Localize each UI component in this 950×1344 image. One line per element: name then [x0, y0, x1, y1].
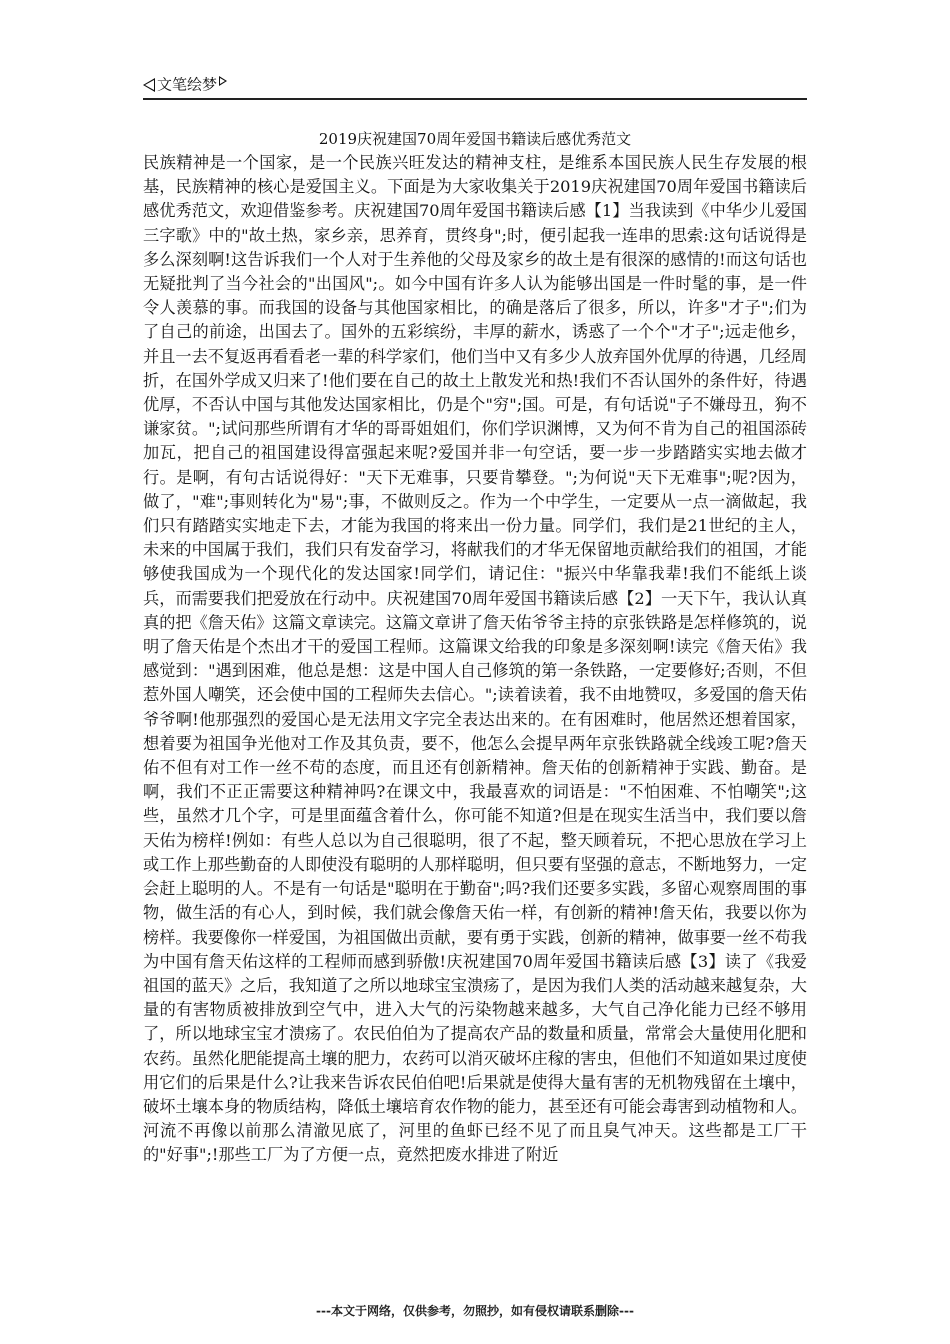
brand-name: 文笔绘梦 — [157, 75, 218, 94]
right-triangle-icon — [219, 76, 227, 86]
brand-logo — [143, 74, 227, 95]
document-title: 2019庆祝建国70周年爱国书籍读后感优秀范文 — [318, 130, 632, 148]
document-body: 民族精神是一个国家，是一个民族兴旺发达的精神支柱，是维系本国民族人民生存发展的根基，民族精神的核心是爱国主义。下面是为大家收集关于2019庆祝建国70周年爱国书籍读后感优秀范文，欢迎借鉴参考。庆祝建国70周年爱国书籍读后感【1】当我读到《中华少儿爱国三字歌》中的"故土热，家乡亲，思养育，贯终身";时，便引起我一连串的思索:这句话说得是多么深刻啊!这告诉我们一个人对于生养他的父母及家乡的故土是有很深的感情的!而这句话也无疑批判了当今社会的"出国风";。如今中国有许多人认为能够出国是一件时髦的事，是一件令人羡慕的事。而我国的设备与其他国家相比，的确是落后了很多，所以，许多"才子";们为了自己的前途，出国去了。国外的五彩缤纷，丰厚的薪水，诱惑了一个个"才子";远走他乡，并且一去不复返再看看老一辈的科学家们，他们当中又有多少人放弃国外优厚的待遇，几经周折，在国外学成又归来了!他们要在自己的故土上散发光和热!我们不否认国外的条件好，待遇优厚，不否认中国与其他发达国家相比，仍是个"穷";国。可是，有句话说"子不嫌母丑，狗不谦家贫。";试问那些所谓有才华的哥哥姐姐们，你们学识渊博，又为何不肯为自己的祖国添砖加瓦，把自己的祖国建设得富强起来呢?爱国并非一句空话，要一步一步踏踏实实地去做才行。是啊，有句古话说得好："天下无难事，只要肯攀登。";为何说"天下无难事";呢?因为，做了，"难";事则转化为"易";事，不做则反之。作为一个中学生，一定要从一点一滴做起，我们只有踏踏实实地走下去，才能为我国的将来出一份力量。同学们，我们是21世纪的主人，未来的中国属于我们，我们只有发奋学习，将献我们的才华无保留地贡献给我们的祖国，才能够使我国成为一个现代化的发达国家!同学们，请记住："振兴中华靠我辈!我们不能纸上谈兵，而需要我们把爱放在行动中。庆祝建国70周年爱国书籍读后感【2】一天下午，我认认真真的把《詹天佑》这篇文章读完。这篇文章讲了詹天佑爷爷主持的京张铁路是怎样修筑的，说明了詹天佑是个杰出才干的爱国工程师。这篇课文给我的印象是多深刻啊!读完《詹天佑》我感觉到："遇到困难，他总是想：这是中国人自己修筑的第一条铁路，一定要修好;否则，不但惹外国人嘲笑，还会使中国的工程师失去信心。";读着读着，我不由地赞叹，多爱国的詹天佑爷爷啊!他那强烈的爱国心是无法用文字完全表达出来的。在有困难时，他居然还想着国家，想着要为祖国争光他对工作及其负责，要不，他怎么会提早两年京张铁路就全线竣工呢?詹天佑不但有对工作一丝不苟的态度，而且还有创新精神。詹天佑的创新精神于实践、勤奋。是啊，我们不正正需要这种精神吗?在课文中，我最喜欢的词语是："不怕困难、不怕嘲笑";这些，虽然才几个字，可是里面蕴含着什么，你可能不知道?但是在现实生活当中，我们要以詹天佑为榜样!例如：有些人总以为自己很聪明，很了不起，整天顾着玩，不把心思放在学习上或工作上那些勤奋的人即使没有聪明的人那样聪明，但只要有坚强的意志，不断地努力，一定会赶上聪明的人。不是有一句话是"聪明在于勤奋";吗?我们还要多实践，多留心观察周围的事物，做生活的有心人，到时候，我们就会像詹天佑一样，有创新的精神!詹天佑，我要以你为榜样。我要像你一样爱国，为祖国做出贡献，要有勇于实践，创新的精神，做事要一丝不苟我为中国有詹天佑这样的工程师而感到骄傲!庆祝建国70周年爱国书籍读后感【3】读了《我爱祖国的蓝天》之后，我知道了之所以地球宝宝溃疡了，是因为我们人类的活动越来越复杂，大量的有害物质被排放到空气中，进入大气的污染物越来越多，大气自己净化能力已经不够用了，所以地球宝宝才溃疡了。农民伯伯为了提高农产品的数量和质量，常常会大量使用化肥和农药。虽然化肥能提高土壤的肥力，农药可以消灭破坏庄稼的害虫，但他们不知道如果过度使用它们的后果是什么?让我来告诉农民伯伯吧!后果就是使得大量有害的无机物残留在土壤中，破坏土壤本身的物质结构，降低土壤培育农作物的能力，甚至还有可能会毒害到动植物和人。河流不再像以前那么清澈见底了，河里的鱼虾已经不见了而且臭气冲天。这些都是工厂干的"好事";!那些工厂为了方便一点，竟然把废水排进了附近 — [143, 153, 807, 1165]
footer-notice: ---本文于网络，仅供参考，勿照抄，如有侵权请联系删除--- — [316, 1304, 634, 1318]
page-header — [143, 72, 807, 100]
left-triangle-icon — [143, 78, 155, 92]
